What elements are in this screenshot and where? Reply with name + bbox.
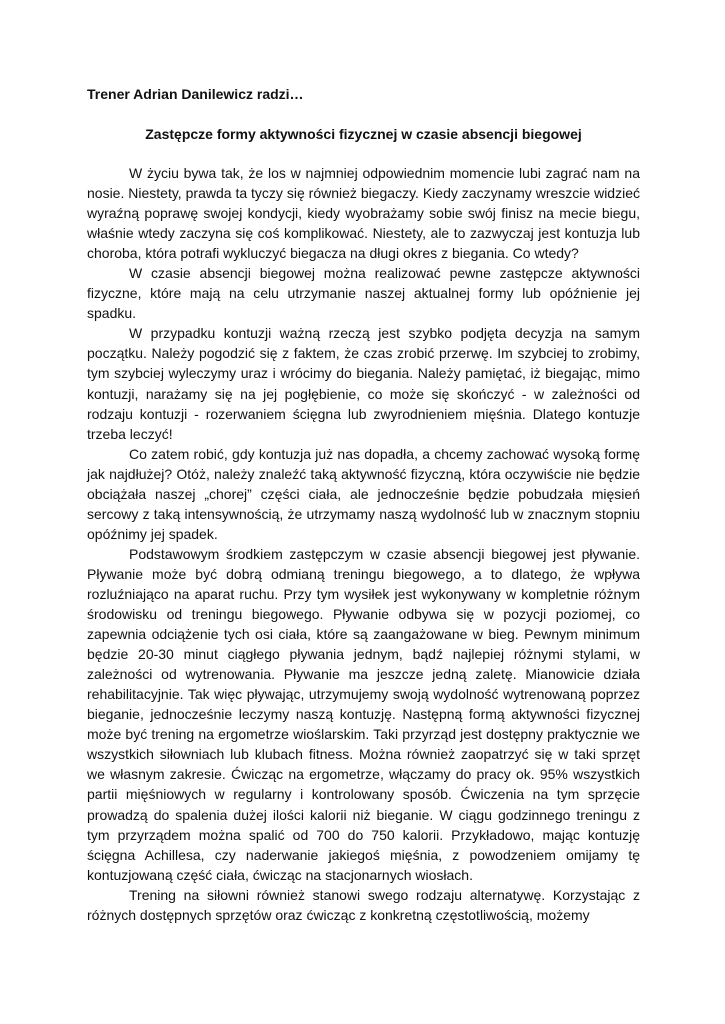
document-header: Trener Adrian Danilewicz radzi…	[87, 86, 304, 102]
paragraph: W życiu bywa tak, że los w najmniej odpowiednim momencie lubi zagrać nam na nosie. Niestety, prawda ta tyczy się również biegaczy. Kiedy zaczynamy wreszcie widzieć wyraźną poprawę swojej kondycji, kiedy wyobrażamy sobie swój finisz na mecie biegu, właśnie wtedy zaczyna się coś komplikować. Niestety, ale to zazwyczaj jest kontuzja lub choroba, która potrafi wykluczyć biegacza na długi okres z biegania. Co wtedy?	[87, 165, 640, 262]
paragraph: Trening na siłowni również stanowi swego rodzaju alternatywę. Korzystając z różnych dostępnych sprzętów oraz ćwicząc z konkretną częstotliwością, możemy	[87, 886, 640, 923]
paragraph: Podstawowym środkiem zastępczym w czasie absencji biegowej jest pływanie. Pływanie może być dobrą odmianą treningu biegowego, a to dlatego, że wpływa rozluźniająco na aparat ruchu. Przy tym wysiłek jest wykonywany w kompletnie różnym środowisku od treningu biegowego. Pływanie odbywa się w pozycji poziomej, co zapewnia odciążenie tych osi ciała, które są zaangażowane w bieg. Pewnym minimum będzie 20-30 minut ciągłego pływania jednym, bądź najlepiej różnymi stylami, w zależności od wytrenowania. Pływanie ma jeszcze jedną zaletę. Mianowicie działa rehabilitacyjnie. Tak więc pływając, utrzymujemy swoją wydolność wytrenowaną poprzez bieganie, jednocześnie leczymy naszą kontuzję. Następną formą aktywności fizycznej może być trening na ergometrze wioślarskim. Taki przyrząd jest dostępny praktycznie we wszystkich siłowniach lub klubach fitness. Można również zaopatrzyć się w taki sprzęt we własnym zakresie. Ćwicząc na ergometrze, włączamy do pracy ok. 95% wszystkich partii mięśniowych w regularny i kontrolowany sposób. Ćwiczenia na tym sprzęcie prowadzą do spalenia dużej ilości kalorii niż bieganie. W ciągu godzinnego treningu z tym przyrządem można spalić od 700 do 750 kalorii. Przykładowo, mając kontuzję ścięgna Achillesa, czy naderwanie jakiegoś mięśnia, z powodzeniem omijamy tę kontuzjowaną część ciała, ćwicząc na stacjonarnych wiosłach.	[87, 545, 640, 883]
paragraph: W przypadku kontuzji ważną rzeczą jest szybko podjęta decyzja na samym początku. Należy pogodzić się z faktem, że czas zrobić przerwę. Im szybciej to zrobimy, tym szybciej wyleczymy uraz i wrócimy do biegania. Należy pamiętać, iż biegając, mimo kontuzji, narażamy się na jej pogłębienie, co może się skończyć - w zależności od rodzaju kontuzji - rozerwaniem ścięgna lub zwyrodnieniem mięśnia. Dlatego kontuzje trzeba leczyć!	[87, 325, 640, 442]
paragraph: Co zatem robić, gdy kontuzja już nas dopadła, a chcemy zachować wysoką formę jak najdłużej? Otóż, należy znaleźć taką aktywność fizyczną, która oczywiście nie będzie obciążała naszej „chorej” części ciała, ale jednocześnie będzie pobudzała mięsień sercowy z taką intensywnością, że utrzymamy naszą wydolność lub w znacznym stopniu opóźnimy jej spadek.	[87, 445, 640, 542]
document-title: Zastępcze formy aktywności fizycznej w czasie absencji biegowej	[145, 126, 582, 142]
paragraph: W czasie absencji biegowej można realizować pewne zastępcze aktywności fizyczne, które mają na celu utrzymanie naszej aktualnej formy lub opóźnienie jej spadku.	[87, 265, 640, 322]
